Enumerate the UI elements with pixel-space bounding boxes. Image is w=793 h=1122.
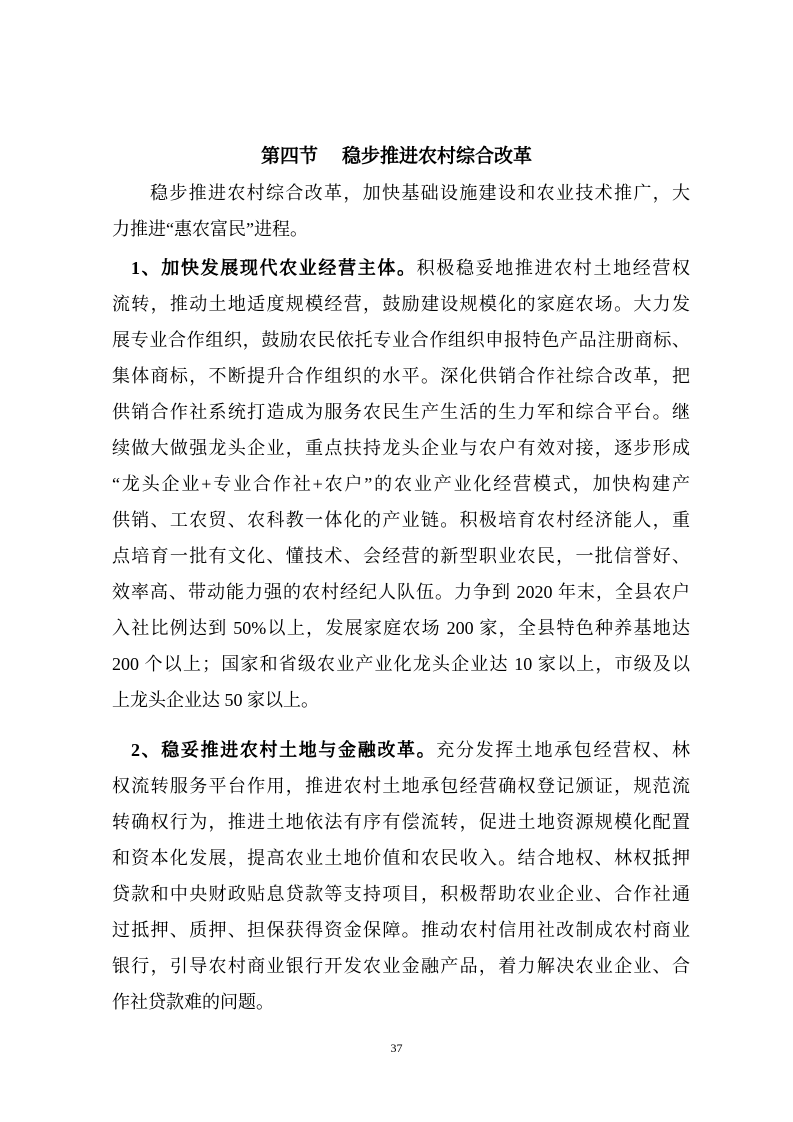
paragraph-line: 200 个以上；国家和省级农业产业化龙头企业达 10 家以上，市级及以	[112, 654, 690, 674]
paragraph-line: 入社比例达到 50%以上，发展家庭农场 200 家，全县特色种养基地达	[112, 618, 690, 638]
paragraph-line: 集体商标，不断提升合作组织的水平。深化供销合作社综合改革，把	[112, 366, 690, 386]
paragraph-land-finance-reform	[112, 732, 690, 1020]
paragraph-first-line	[112, 250, 690, 286]
paragraph-line: 作社贷款难的问题。	[112, 992, 274, 1012]
paragraph-line: 供销合作社系统打造成为服务农民生产生活的生力军和综合平台。继	[112, 402, 690, 422]
paragraph-lead: 2、稳妥推进农村土地与金融改革。	[131, 740, 437, 760]
paragraph-line: 转确权行为，推进土地依法有序有偿流转，促进土地资源规模化配置	[112, 812, 690, 832]
paragraph-line: 效率高、带动能力强的农村经纪人队伍。力争到 2020 年末，全县农户	[112, 582, 690, 602]
page-number: 37	[390, 1041, 403, 1055]
paragraph-line: 贷款和中央财政贴息贷款等支持项目，积极帮助农业企业、合作社通	[112, 884, 690, 904]
paragraph-line: 续做大做强龙头企业，重点扶持龙头企业与农户有效对接，逐步形成	[112, 438, 690, 458]
paragraph-line: “龙头企业+专业合作社+农户”的农业产业化经营模式，加快构建产	[112, 474, 690, 494]
paragraph-line-text: 充分发挥土地承包经营权、林	[436, 740, 691, 760]
section-number: 第四节	[260, 146, 318, 167]
paragraph-line: 银行，引导农村商业银行开发农业金融产品，着力解决农业企业、合	[112, 956, 690, 976]
paragraph-line-text: 积极稳妥地推进农村土地经营权	[416, 258, 691, 278]
section-title: 稳步推进农村综合改革	[342, 146, 533, 167]
paragraph-intro	[112, 175, 690, 247]
paragraph-line: 过抵押、质押、担保获得资金保障。推动农村信用社改制成农村商业	[112, 920, 690, 940]
paragraph-line: 稳步推进农村综合改革，加快基础设施建设和农业技术推广，大	[150, 183, 690, 203]
paragraph-line: 流转，推动土地适度规模经营，鼓励建设规模化的家庭农场。大力发	[112, 294, 690, 314]
paragraph-line: 供销、工农贸、农科教一体化的产业链。积极培育农村经济能人，重	[112, 510, 690, 530]
paragraph-line: 展专业合作组织，鼓励农民依托专业合作组织申报特色产品注册商标、	[112, 330, 690, 350]
paragraph-line: 权流转服务平台作用，推进农村土地承包经营确权登记颁证，规范流	[112, 776, 690, 796]
paragraph-line: 点培育一批有文化、懂技术、会经营的新型职业农民，一批信誉好、	[112, 546, 690, 566]
paragraph-line: 力推进“惠农富民”进程。	[112, 219, 308, 239]
paragraph-lead: 1、加快发展现代农业经营主体。	[131, 258, 417, 278]
paragraph-line: 和资本化发展，提高农业土地价值和农民收入。结合地权、林权抵押	[112, 848, 690, 868]
paragraph-agri-operators	[112, 250, 690, 718]
paragraph-line: 上龙头企业达 50 家以上。	[112, 690, 319, 710]
paragraph-first-line	[112, 732, 690, 768]
section-heading	[0, 139, 793, 175]
